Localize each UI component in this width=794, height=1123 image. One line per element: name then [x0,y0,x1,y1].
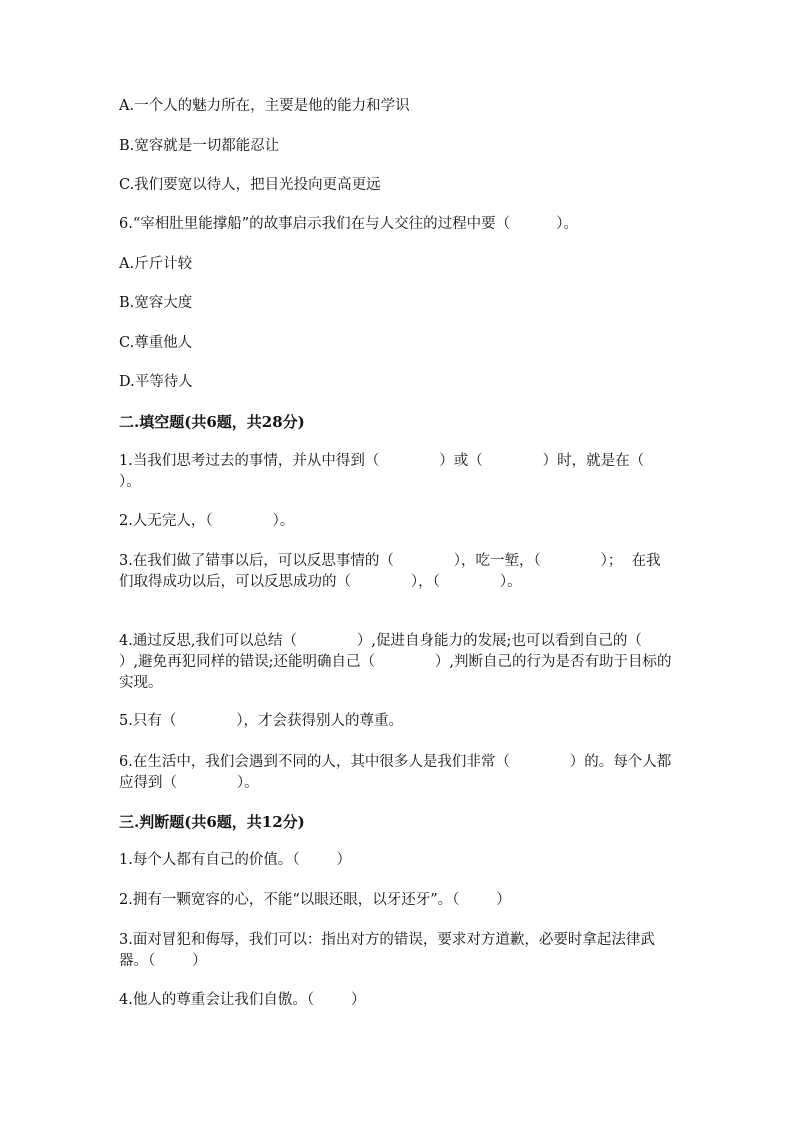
option-a-haggle: A.斤斤计较 [119,256,193,272]
option-b-tolerance: B.宽容就是一切都能忍让 [119,138,280,154]
fill-question-1: 1.当我们思考过去的事情，并从中得到（ ）或（ ）时，就是在（ ）。 [119,453,705,490]
fill-question-5: 5.只有（ ），才会获得别人的尊重。 [119,713,404,729]
fill-question-2: 2.人无完人，（ ）。 [119,513,295,529]
section-heading-fill-in: 二.填空题(共6题，共28分) [119,413,305,431]
option-a-charm: A.一个人的魅力所在，主要是他的能力和学识 [119,98,410,114]
judge-question-1: 1.每个人都有自己的价值。（ ） [119,852,351,868]
option-b-magnanimous: B.宽容大度 [119,295,193,311]
option-c-lenient: C.我们要宽以待人，把目光投向更高更远 [119,177,381,193]
option-c-respect: C.尊重他人 [119,335,193,351]
fill-question-3: 3.在我们做了错事以后，可以反思事情的（ ），吃一堑，（ ）； 在我们取得成功以后，可以反思成功的（ ），（ ）。 [119,553,661,590]
section-heading-true-false: 三.判断题(共6题，共12分) [119,813,305,831]
judge-question-4: 4.他人的尊重会让我们自傲。（ ） [119,992,366,1008]
fill-question-4: 4.通过反思,我们可以总结（ ）,促进自身能力的发展;也可以看到自己的（ ）,避免再犯同样的错误;还能明确自己（ ）,判断自己的行为是否有助于目标的实现。 [119,633,702,691]
judge-question-2: 2.拥有一颗宽容的心，不能“以眼还眼，以牙还牙”。（ ） [119,892,511,908]
judge-question-3: 3.面对冒犯和侮辱，我们可以：指出对方的错误，要求对方道歉，必要时拿起法律武器。（ ） [119,932,655,969]
option-d-equal: D.平等待人 [119,374,193,390]
fill-question-6: 6.在生活中，我们会遇到不同的人，其中很多人是我们非常（ ）的。每个人都应得到（ ）。 [119,754,672,791]
question-6-choice: 6.“宰相肚里能撑船”的故事启示我们在与人交往的过程中要（ ）。 [119,216,578,232]
